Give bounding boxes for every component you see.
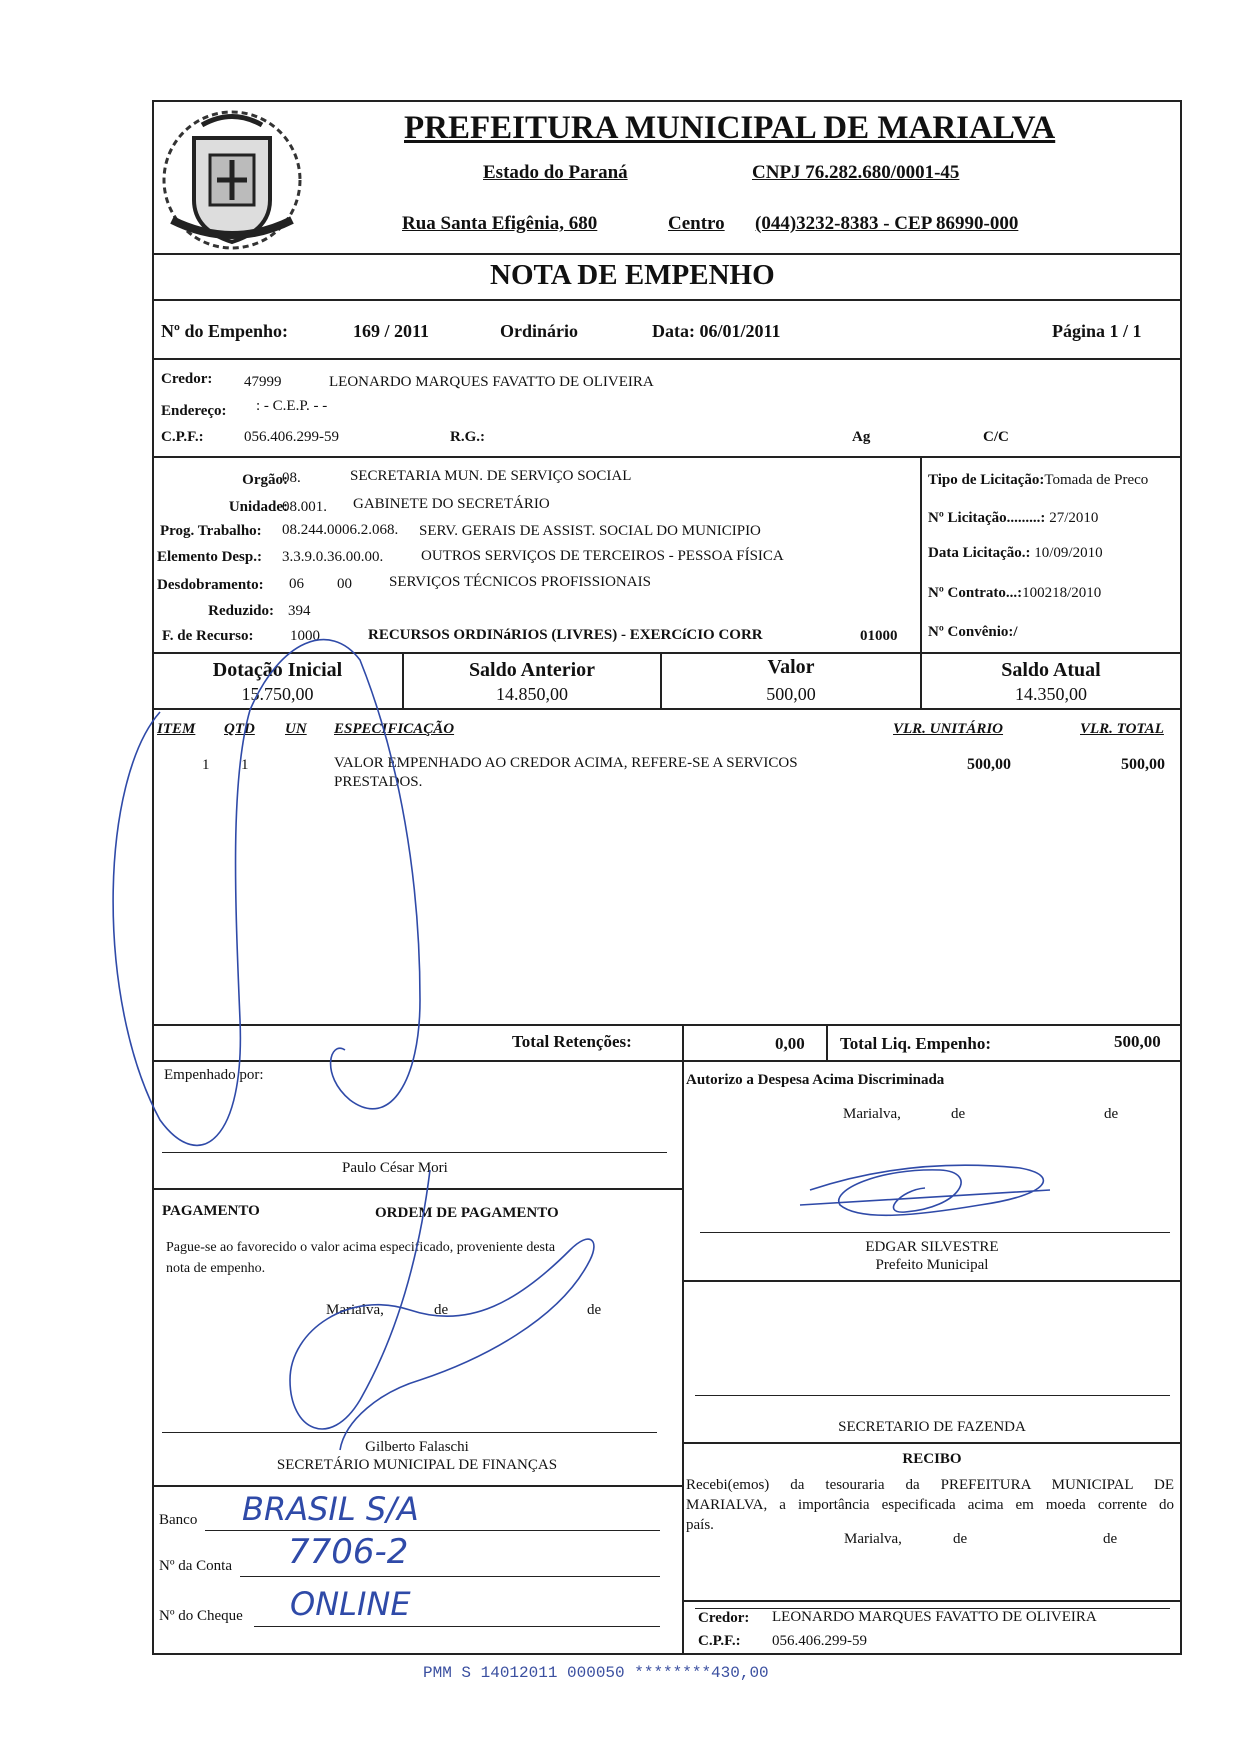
col-un: UN (285, 721, 307, 737)
contrato-label: Nº Contrato...: (928, 585, 1023, 601)
valor-value: 500,00 (766, 684, 816, 704)
municipality-title: PREFEITURA MUNICIPAL DE MARIALVA (404, 110, 1056, 146)
bank-authentication-stamp: PMM S 14012011 000050 ********430,00 (423, 1664, 769, 1682)
desdobramento-label: Desdobramento: (157, 577, 264, 593)
saldo-anterior-value: 14.850,00 (496, 684, 568, 704)
num-licitacao-label: Nº Licitação.........: (928, 510, 1046, 526)
prefeito-name: EDGAR SILVESTRE (865, 1239, 999, 1255)
item-qtd: 1 (241, 757, 249, 773)
autorizo-title: Autorizo a Despesa Acima Discriminada (686, 1072, 945, 1088)
prefeito-role: Prefeito Municipal (875, 1257, 989, 1273)
footer-cpf-value: 056.406.299-59 (772, 1633, 867, 1649)
empenho-number-label: Nº do Empenho: (161, 321, 288, 341)
rule (152, 358, 1182, 360)
page-number: Página 1 / 1 (1052, 321, 1142, 341)
credor-code: 47999 (244, 374, 282, 390)
signature-line (695, 1395, 1170, 1396)
autorizo-de2: de (1104, 1106, 1119, 1122)
reduzido-value: 394 (288, 603, 311, 619)
signature-line (162, 1152, 667, 1153)
data-licitacao-label: Data Licitação.: (928, 545, 1031, 561)
recibo-de1: de (953, 1531, 968, 1547)
address-value: : - C.E.P. - - (256, 398, 328, 414)
item-unit-value: 500,00 (967, 756, 1011, 773)
conta-value: 7706-2 (288, 1532, 409, 1572)
conta-line (240, 1576, 660, 1577)
cheque-line (254, 1626, 660, 1627)
col-vlr-total: VLR. TOTAL (1080, 721, 1164, 737)
cheque-value: ONLINE (290, 1585, 411, 1623)
tipo-licitacao-label: Tipo de Licitação: (928, 472, 1045, 488)
item-espec-line2: PRESTADOS. (334, 774, 423, 790)
pagamento-title: PAGAMENTO (162, 1203, 260, 1219)
dotacao-label: Dotação Inicial (212, 659, 343, 681)
signature-line (700, 1232, 1170, 1233)
orgao-name: SECRETARIA MUN. DE SERVIÇO SOCIAL (350, 468, 632, 484)
state-label: Estado do Paraná (483, 162, 628, 183)
ordem-pagamento-title: ORDEM DE PAGAMENTO (375, 1205, 559, 1221)
recurso-name: RECURSOS ORDINáRIOS (LIVRES) - EXERCíCIO CORR (368, 627, 763, 643)
desdobramento-code2: 00 (337, 576, 352, 592)
rule (152, 652, 1182, 654)
credor-name: LEONARDO MARQUES FAVATTO DE OLIVEIRA (329, 374, 654, 390)
address-label: Endereço: (161, 403, 227, 419)
empenhado-por-name: Paulo César Mori (342, 1160, 448, 1176)
rule (152, 1485, 682, 1487)
contrato-value: 100218/2010 (1022, 585, 1102, 601)
elemento-name: OUTROS SERVIÇOS DE TERCEIROS - PESSOA FÍSICA (421, 548, 784, 564)
rule (152, 1188, 682, 1190)
desdobramento-name: SERVIÇOS TÉCNICOS PROFISSIONAIS (389, 574, 651, 590)
rule (682, 1024, 684, 1655)
recurso-code: 1000 (290, 628, 320, 644)
rule (682, 1280, 1182, 1282)
reduzido-label: Reduzido: (208, 603, 274, 619)
liquido-value: 500,00 (1114, 1032, 1161, 1051)
rule (152, 253, 1182, 255)
recibo-line3: país. (686, 1517, 714, 1533)
col-vlr-unitario: VLR. UNITÁRIO (893, 721, 1004, 737)
saldo-atual-value: 14.350,00 (1015, 684, 1087, 704)
programa-name: SERV. GERAIS DE ASSIST. SOCIAL DO MUNICIPIO (419, 523, 761, 539)
pagamento-city: Marialva, (326, 1302, 384, 1318)
autorizo-de1: de (951, 1106, 966, 1122)
programa-label: Prog. Trabalho: (160, 523, 262, 539)
cpf-label: C.P.F.: (161, 429, 204, 445)
valor-label: Valor (767, 656, 815, 678)
agency-label: Ag (852, 429, 871, 445)
recurso-label: F. de Recurso: (162, 628, 254, 644)
recibo-title: RECIBO (902, 1451, 962, 1467)
orgao-label: Orgão: (242, 472, 288, 488)
dotacao-value: 15.750,00 (241, 684, 314, 704)
rule (152, 456, 1182, 458)
col-item: ITEM (157, 721, 196, 737)
account-label: C/C (983, 429, 1009, 445)
banco-label: Banco (159, 1512, 198, 1528)
empenhado-por-label: Empenhado por: (164, 1067, 264, 1083)
rule (682, 1442, 1182, 1444)
footer-credor-name: LEONARDO MARQUES FAVATTO DE OLIVEIRA (772, 1609, 1097, 1625)
footer-credor-label: Credor: (698, 1610, 750, 1626)
col-especificacao: ESPECIFICAÇÃO (334, 721, 455, 737)
pagamento-de2: de (587, 1302, 602, 1318)
orgao-code: 08. (282, 470, 301, 486)
cheque-label: Nº do Cheque (159, 1608, 243, 1624)
recurso-number: 01000 (860, 628, 898, 644)
unidade-label: Unidade: (228, 499, 288, 515)
district-label: Centro (668, 213, 725, 234)
rule (152, 1024, 1182, 1026)
financas-role: SECRETÁRIO MUNICIPAL DE FINANÇAS (276, 1457, 558, 1473)
rule (920, 456, 922, 652)
item-number: 1 (202, 757, 210, 773)
tipo-licitacao-value: Tomada de Preco (1044, 472, 1149, 488)
desdobramento-code1: 06 (289, 576, 304, 592)
recibo-city: Marialva, (844, 1531, 902, 1547)
recibo-de2: de (1103, 1531, 1118, 1547)
pague-line2: nota de empenho. (166, 1261, 266, 1276)
rule (152, 299, 1182, 301)
data-licitacao-value: 10/09/2010 (1034, 545, 1103, 561)
pagamento-de1: de (434, 1302, 449, 1318)
empenho-type: Ordinário (500, 321, 579, 341)
banco-value: BRASIL S/A (242, 1490, 419, 1528)
credor-label: Credor: (161, 371, 213, 387)
item-total-value: 500,00 (1121, 756, 1165, 773)
convenio-label: Nº Convênio:/ (928, 624, 1018, 640)
saldo-anterior-label: Saldo Anterior (468, 659, 596, 681)
conta-label: Nº da Conta (159, 1558, 232, 1574)
saldo-atual-label: Saldo Atual (1001, 659, 1101, 681)
unidade-code: 08.001. (282, 499, 327, 515)
signature-line (162, 1432, 657, 1433)
autorizo-city: Marialva, (843, 1106, 901, 1122)
unidade-name: GABINETE DO SECRETÁRIO (353, 496, 550, 512)
cpf-value: 056.406.299-59 (244, 429, 339, 445)
recibo-line1: Recebi(emos) da tesouraria da PREFEITURA MUNICIPAL DE (686, 1477, 1174, 1493)
financas-name: Gilberto Falaschi (365, 1439, 469, 1455)
rule (152, 1060, 1182, 1062)
footer-cpf-label: C.P.F.: (698, 1633, 741, 1649)
elemento-code: 3.3.9.0.36.00.00. (282, 549, 384, 565)
pague-line1: Pague-se ao favorecido o valor acima especificado, proveniente desta (166, 1240, 556, 1255)
recibo-line2: MARIALVA, a importância especificada acima em moeda corrente do (686, 1497, 1174, 1513)
banco-line (205, 1530, 660, 1531)
col-qtd: QTD (224, 721, 255, 737)
secretario-fazenda: SECRETARIO DE FAZENDA (838, 1419, 1026, 1435)
rule (826, 1024, 828, 1060)
rule (682, 1600, 1182, 1602)
street-label: Rua Santa Efigênia, 680 (402, 213, 598, 234)
item-espec-line1: VALOR EMPENHADO AO CREDOR ACIMA, REFERE-SE A SERVICOS (334, 755, 798, 771)
document-title: NOTA DE EMPENHO (490, 259, 775, 291)
retencoes-label: Total Retenções: (512, 1032, 632, 1051)
cnpj-label: CNPJ 76.282.680/0001-45 (752, 162, 960, 183)
programa-code: 08.244.0006.2.068. (282, 522, 399, 538)
phone-cep-label: (044)3232-8383 - CEP 86990-000 (755, 213, 1019, 234)
num-licitacao-value: 27/2010 (1049, 510, 1099, 526)
retencoes-value: 0,00 (775, 1034, 805, 1053)
empenho-number: 169 / 2011 (353, 321, 430, 341)
liquido-label: Total Liq. Empenho: (840, 1034, 991, 1053)
rg-label: R.G.: (450, 429, 485, 445)
rule (152, 708, 1182, 710)
elemento-label: Elemento Desp.: (157, 549, 262, 565)
empenho-date: Data: 06/01/2011 (652, 321, 781, 341)
